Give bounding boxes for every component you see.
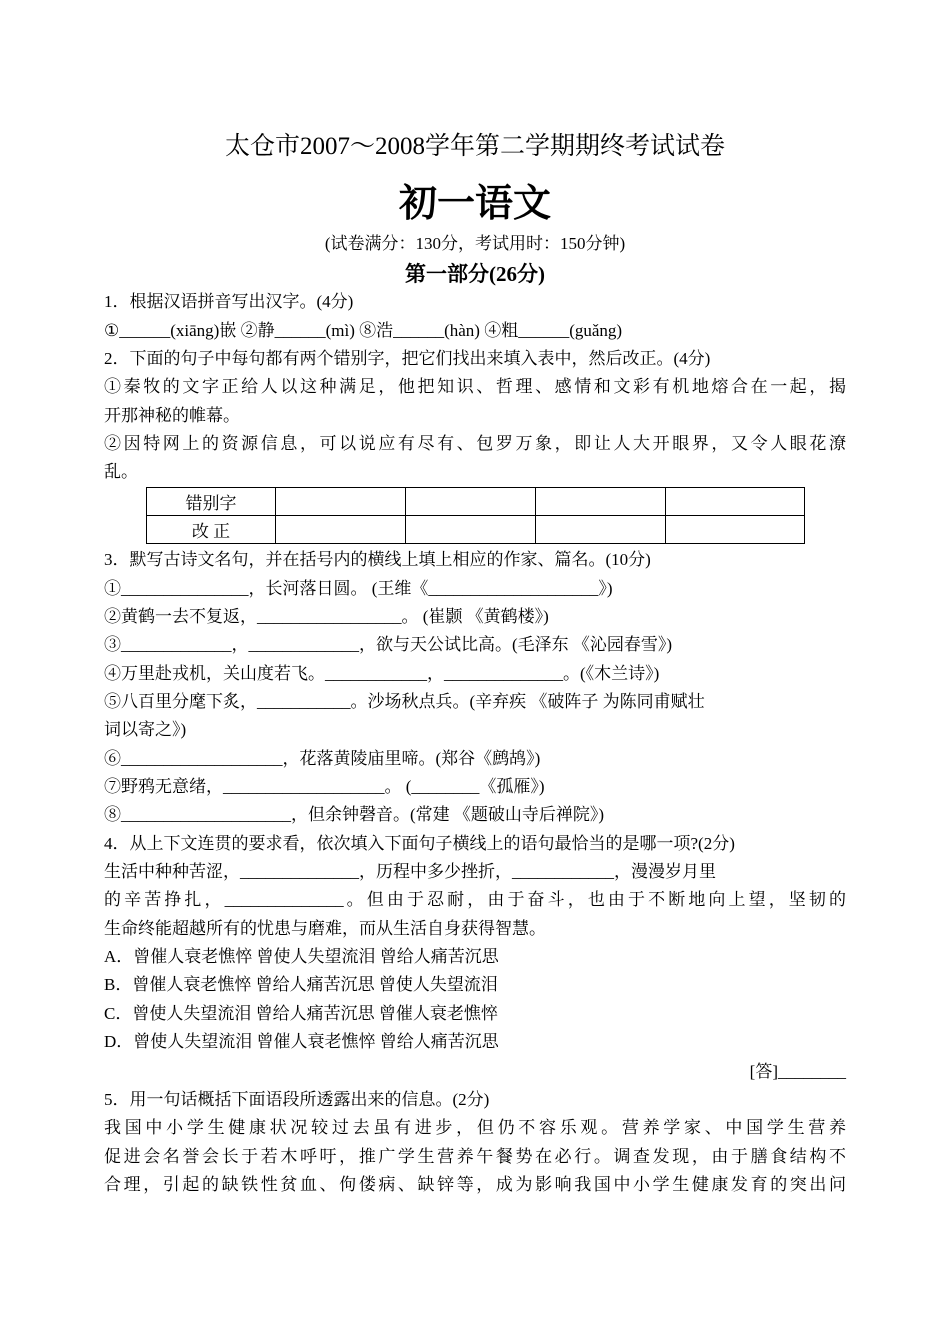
q3-line: ⑤八百里分麾下炙，___________。沙场秋点兵。(辛弃疾 《破阵子 为陈同甫赋壮 <box>104 692 705 711</box>
q3-line: 词以寄之》) <box>104 720 187 739</box>
q2-sentence1-line2: 开那神秘的帷幕。 <box>104 406 240 425</box>
q4-option-c: C．曾使人失望流泪 曾给人痛苦沉思 曾催人衰老憔悴 <box>104 1004 498 1023</box>
q5-passage-line2: 促进会名誉会长于若木呼吁，推广学生营养午餐势在必行。调查发现，由于膳食结构不 <box>104 1147 846 1166</box>
q2-sentence1-line1: ①秦牧的文字正给人以这种满足，他把知识、哲理、感情和文彩有机地熔合在一起，揭 <box>104 377 846 396</box>
q2-stem: 2．下面的句子中每句都有两个错别字，把它们找出来填入表中，然后改正。(4分) <box>104 349 711 368</box>
table-cell[interactable] <box>276 516 406 544</box>
table-cell[interactable] <box>406 488 536 516</box>
q3-stem: 3．默写古诗文名句，并在括号内的横线上填上相应的作家、篇名。(10分) <box>104 550 651 569</box>
q3-line: ④万里赴戎机，关山度若飞。____________，______________。(《木兰诗》) <box>104 664 660 683</box>
q4-passage-line1: 生活中种种苦涩，______________，历程中多少挫折，____________，漫漫岁月里 <box>104 862 716 881</box>
q4-option-b: B．曾催人衰老憔悴 曾给人痛苦沉思 曾使人失望流泪 <box>104 975 498 994</box>
q4-passage-line2: 的辛苦挣扎，______________。但由于忍耐，由于奋斗，也由于不断地向上望，坚韧的 <box>104 890 846 909</box>
q5-passage-line1: 我国中小学生健康状况较过去虽有进步，但仍不容乐观。营养学家、中国学生营养 <box>104 1118 846 1137</box>
table-row <box>147 516 805 544</box>
table-label-correct: 改 正 <box>147 516 276 544</box>
q3-line: ⑧____________________，但余钟磬音。(常建 《题破山寺后禅院》) <box>104 805 605 824</box>
table-cell[interactable] <box>536 516 666 544</box>
subject-title: 初一语文 <box>398 183 551 225</box>
q4-passage-line3: 生命终能超越所有的忧患与磨难，而从生活自身获得智慧。 <box>104 919 546 938</box>
table-cell[interactable] <box>666 488 805 516</box>
q4-option-a: A．曾催人衰老憔悴 曾使人失望流泪 曾给人痛苦沉思 <box>104 947 499 966</box>
table-label-wrong: 错别字 <box>147 488 276 516</box>
table-cell[interactable] <box>406 516 536 544</box>
q2-sentence2-line1: ②因特网上的资源信息，可以说应有尽有、包罗万象，即让人大开眼界，又令人眼花潦 <box>104 434 846 453</box>
q2-sentence2-line2: 乱。 <box>104 462 138 481</box>
exam-info: (试卷满分：130分，考试用时：150分钟) <box>324 234 626 253</box>
q4-answer-blank[interactable]: [答]________ <box>749 1062 846 1081</box>
table-cell[interactable] <box>666 516 805 544</box>
table-cell[interactable] <box>276 488 406 516</box>
q1-items: ①______(xiāng)嵌 ②静______(mì) ⑧浩______(hàn) ④粗______(guǎng) <box>104 321 623 340</box>
correction-table <box>146 487 805 544</box>
q3-line: ⑦野鸦无意绪，___________________。 (________《孤雁》) <box>104 777 545 796</box>
table-cell[interactable] <box>536 488 666 516</box>
exam-title: 太仓市2007～2008学年第二学期期终考试试卷 <box>224 133 725 160</box>
q3-line: ③_____________，_____________，欲与天公试比高。(毛泽东 《沁园春雪》) <box>104 635 673 654</box>
part-heading: 第一部分(26分) <box>405 262 545 286</box>
q5-stem: 5．用一句话概括下面语段所透露出来的信息。(2分) <box>104 1090 490 1109</box>
q1-stem: 1．根据汉语拼音写出汉字。(4分) <box>104 292 354 311</box>
q5-passage-line3: 合理，引起的缺铁性贫血、佝偻病、缺锌等，成为影响我国中小学生健康发育的突出问 <box>104 1175 846 1194</box>
q4-stem: 4．从上下文连贯的要求看，依次填入下面句子横线上的语句最恰当的是哪一项?(2分) <box>104 834 735 853</box>
table-row <box>147 488 805 516</box>
q4-option-d: D．曾使人失望流泪 曾催人衰老憔悴 曾给人痛苦沉思 <box>104 1032 499 1051</box>
q3-line: ①_______________，长河落日圆。 (王维《____________________》) <box>104 579 613 598</box>
q3-line: ②黄鹤一去不复返，_________________。 (崔颢 《黄鹤楼》) <box>104 607 549 626</box>
q3-line: ⑥___________________，花落黄陵庙里啼。(郑谷《鹧鸪》) <box>104 749 541 768</box>
